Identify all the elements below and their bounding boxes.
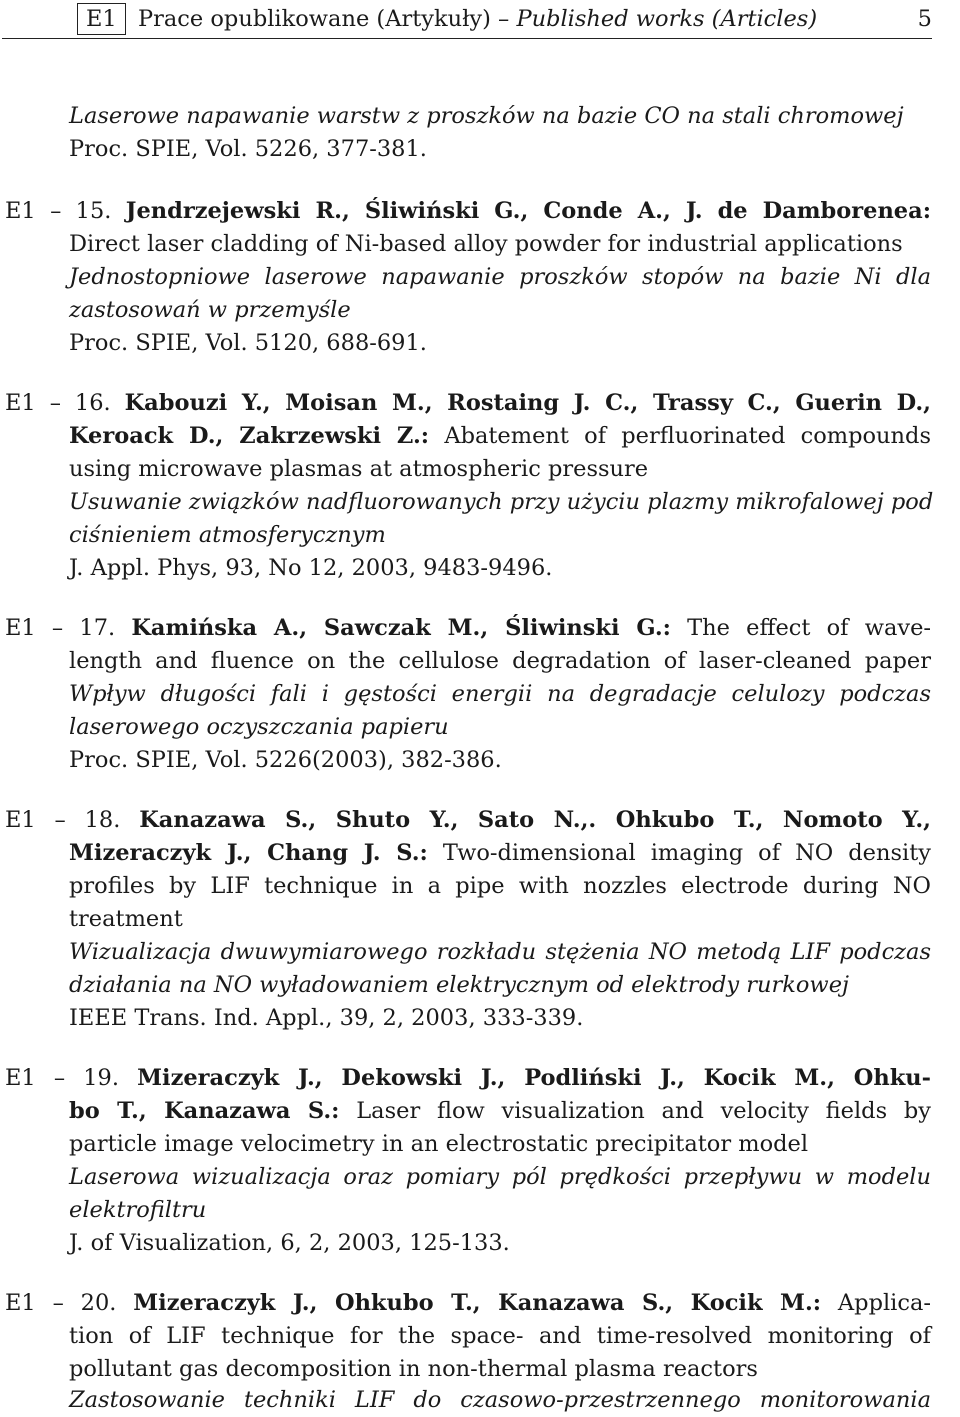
entry-heading	[5, 1287, 931, 1320]
entry-title-en: Applica-	[837, 1290, 931, 1316]
section-tag: E1	[77, 3, 126, 35]
entry-source: J. of Visualization, 6, 2, 2003, 125-133.	[69, 1230, 510, 1256]
entry-title-pl: Usuwanie związków nadfluorowanych przy użyciu plazmy mikrofalowej pod	[69, 489, 934, 515]
entry-title-en: profiles by LIF technique in a pipe with nozzles electrode during NO	[69, 873, 931, 899]
entry-title-en: tion of LIF technique for the space- and time-resolved monitoring of	[69, 1323, 931, 1349]
entry-label: E1 – 19.	[5, 1065, 120, 1091]
entry-title-pl: Zastosowanie techniki LIF do czasowo-przestrzennego monitorowania	[69, 1387, 931, 1413]
entry-label: E1 – 18.	[5, 807, 121, 833]
header-title-italic: Published works (Articles)	[516, 6, 818, 32]
entry-authors: Kamińska A., Sawczak M., Śliwinski G.:	[131, 615, 671, 641]
entry-label: E1 – 20.	[5, 1290, 117, 1316]
header-title-plain: Prace opublikowane (Artykuły) –	[138, 6, 510, 32]
page-number: 5	[917, 6, 932, 32]
entry-title-en: particle image velocimetry in an electrostatic precipitator model	[69, 1131, 809, 1157]
entry-heading	[5, 612, 931, 645]
entry-heading-cont	[69, 1095, 931, 1128]
entry-label: E1 – 15.	[5, 198, 112, 224]
entry-title-pl: zastosowań w przemyśle	[69, 297, 351, 323]
entry-title-pl: ciśnieniem atmosferycznym	[69, 522, 386, 548]
entry-title-pl: Wpływ długości fali i gęstości energii na degradacje celulozy podczas	[69, 681, 931, 707]
entry-authors: Jendrzejewski R., Śliwiński G., Conde A., J. de Damborenea:	[125, 198, 932, 224]
entry-heading	[5, 387, 931, 420]
entry-source: Proc. SPIE, Vol. 5226, 377-381.	[69, 136, 427, 162]
entry-authors: Kabouzi Y., Moisan M., Rostaing J. C., Trassy C., Guerin D.,	[124, 390, 931, 416]
entry-title-pl: Jednostopniowe laserowe napawanie proszków stopów na bazie Ni dla	[69, 264, 931, 290]
entry-title-en: Abatement of perfluorinated compounds	[444, 423, 931, 449]
entry-title-en: pollutant gas decomposition in non-thermal plasma reactors	[69, 1356, 758, 1382]
entry-title-en: Direct laser cladding of Ni-based alloy powder for industrial applications	[69, 231, 903, 257]
entry-heading	[5, 1062, 931, 1095]
entry-title-pl: Laserowa wizualizacja oraz pomiary pól prędkości przepływu w modelu	[69, 1164, 931, 1190]
entry-authors: bo T., Kanazawa S.:	[69, 1098, 340, 1124]
entry-heading-cont	[69, 420, 931, 453]
entry-source: J. Appl. Phys, 93, No 12, 2003, 9483-9496.	[69, 555, 553, 581]
entry-title-en: length and fluence on the cellulose degradation of laser-cleaned paper	[69, 648, 931, 674]
entry-authors: Mizeraczyk J., Dekowski J., Podliński J., Kocik M., Ohku-	[137, 1065, 931, 1091]
entry-authors: Kanazawa S., Shuto Y., Sato N.,. Ohkubo T., Nomoto Y.,	[139, 807, 932, 833]
entry-title-pl: laserowego oczyszczania papieru	[69, 714, 449, 740]
entry-title-en: treatment	[69, 906, 183, 932]
entry-source: IEEE Trans. Ind. Appl., 39, 2, 2003, 333-339.	[69, 1005, 584, 1031]
entry-title-pl: elektrofiltru	[69, 1197, 207, 1223]
entry-title-pl: Laserowe napawanie warstw z proszków na bazie CO na stali chromowej	[69, 103, 904, 129]
entry-title-en: Laser flow visualization and velocity fields by	[356, 1098, 931, 1124]
entry-title-en: using microwave plasmas at atmospheric pressure	[69, 456, 649, 482]
entry-title-en: The effect of wave-	[687, 615, 931, 641]
running-header	[2, 2, 932, 39]
entry-source: Proc. SPIE, Vol. 5226(2003), 382-386.	[69, 747, 502, 773]
entry-heading	[5, 804, 931, 837]
entry-authors: Keroack D., Zakrzewski Z.:	[69, 423, 430, 449]
header-title	[138, 4, 817, 35]
entry-title-en: Two-dimensional imaging of NO density	[442, 840, 931, 866]
entry-title-pl: działania na NO wyładowaniem elektrycznym od elektrody rurkowej	[69, 972, 849, 998]
entry-heading	[5, 195, 931, 228]
entry-source: Proc. SPIE, Vol. 5120, 688-691.	[69, 330, 427, 356]
entry-label: E1 – 16.	[5, 390, 111, 416]
entry-heading-cont	[69, 837, 931, 870]
entry-label: E1 – 17.	[5, 615, 116, 641]
entry-authors: Mizeraczyk J., Chang J. S.:	[69, 840, 428, 866]
entry-authors: Mizeraczyk J., Ohkubo T., Kanazawa S., Kocik M.:	[133, 1290, 822, 1316]
entry-title-pl: Wizualizacja dwuwymiarowego rozkładu stężenia NO metodą LIF podczas	[69, 939, 931, 965]
